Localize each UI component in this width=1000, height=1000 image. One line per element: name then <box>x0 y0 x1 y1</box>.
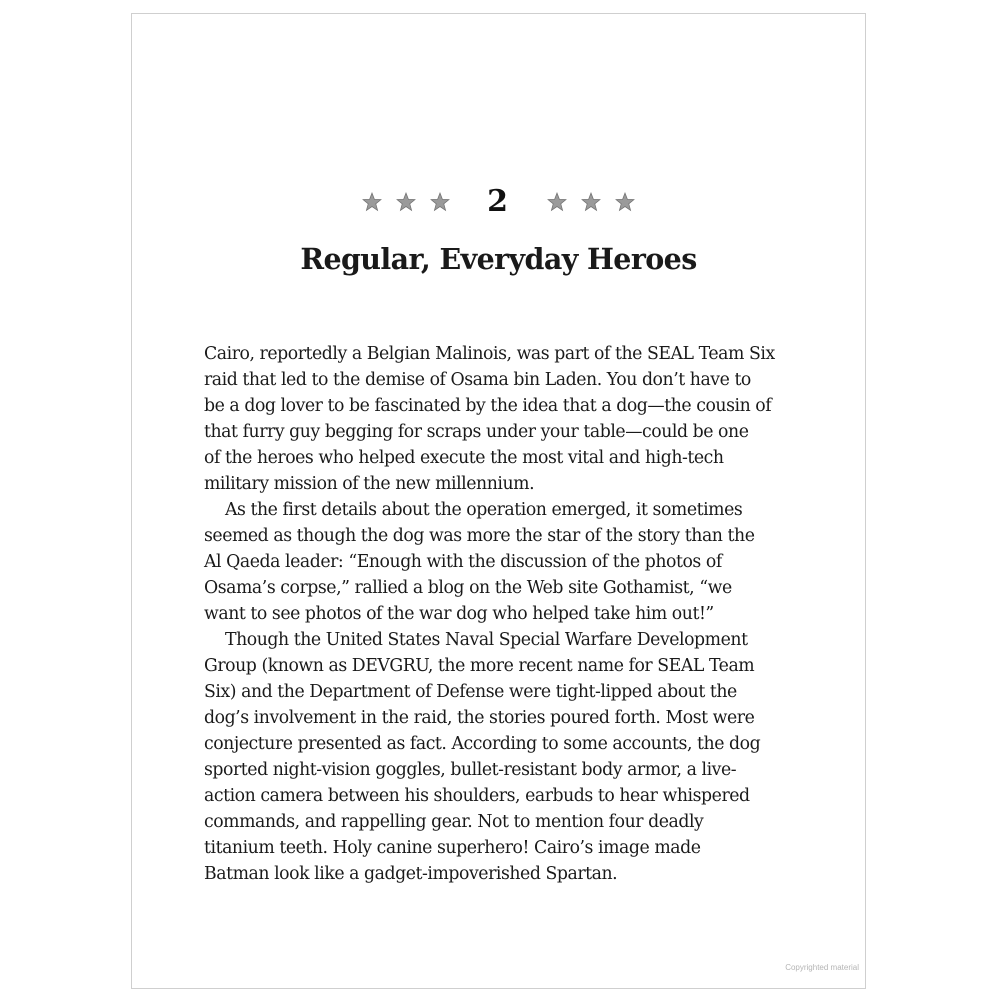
text-line: seemed as though the dog was more the star of the story than the <box>204 526 755 546</box>
text-line: of the heroes who helped execute the most vital and high-tech <box>204 448 724 468</box>
text-line: Batman look like a gadget-impoverished Spartan. <box>204 864 618 884</box>
text-line: Though the United States Naval Special Warfare Development <box>225 630 748 650</box>
copyright-notice: Copyrighted material <box>785 963 859 972</box>
star-icon <box>547 192 567 212</box>
text-line: military mission of the new millennium. <box>204 474 535 494</box>
star-icon <box>396 192 416 212</box>
text-line: that furry guy begging for scraps under your table—could be one <box>204 422 749 442</box>
text-line: As the first details about the operation emerged, it sometimes <box>225 500 743 520</box>
text-line: Al Qaeda leader: “Enough with the discussion of the photos of <box>204 552 722 572</box>
right-stars <box>540 192 642 212</box>
text-line: dog’s involvement in the raid, the stories poured forth. Most were <box>204 708 755 728</box>
text-line: conjecture presented as fact. According to some accounts, the dog <box>204 734 761 754</box>
text-line: Group (known as DEVGRU, the more recent name for SEAL Team <box>204 656 755 676</box>
text-line: Six) and the Department of Defense were tight-lipped about the <box>204 682 737 702</box>
book-page <box>131 13 866 989</box>
text-line: titanium teeth. Holy canine superhero! Cairo’s image made <box>204 838 701 858</box>
chapter-title: Regular, Everyday Heroes <box>300 242 697 276</box>
chapter-body-text <box>204 341 804 887</box>
text-line: action camera between his shoulders, earbuds to hear whispered <box>204 786 750 806</box>
text-line: commands, and rappelling gear. Not to mention four deadly <box>204 812 704 832</box>
text-line: raid that led to the demise of Osama bin Laden. You don’t have to <box>204 370 751 390</box>
chapter-heading-ornament <box>132 182 865 222</box>
star-icon <box>362 192 382 212</box>
text-line: sported night-vision goggles, bullet-resistant body armor, a live- <box>204 760 737 780</box>
star-icon <box>581 192 601 212</box>
text-line: want to see photos of the war dog who helped take him out!” <box>204 604 714 624</box>
star-icon <box>615 192 635 212</box>
left-stars <box>355 192 457 212</box>
text-line: Cairo, reportedly a Belgian Malinois, was part of the SEAL Team Six <box>204 344 775 364</box>
text-line: be a dog lover to be fascinated by the idea that a dog—the cousin of <box>204 396 772 416</box>
chapter-number: 2 <box>487 184 508 219</box>
star-icon <box>430 192 450 212</box>
text-line: Osama’s corpse,” rallied a blog on the Web site Gothamist, “we <box>204 578 732 598</box>
